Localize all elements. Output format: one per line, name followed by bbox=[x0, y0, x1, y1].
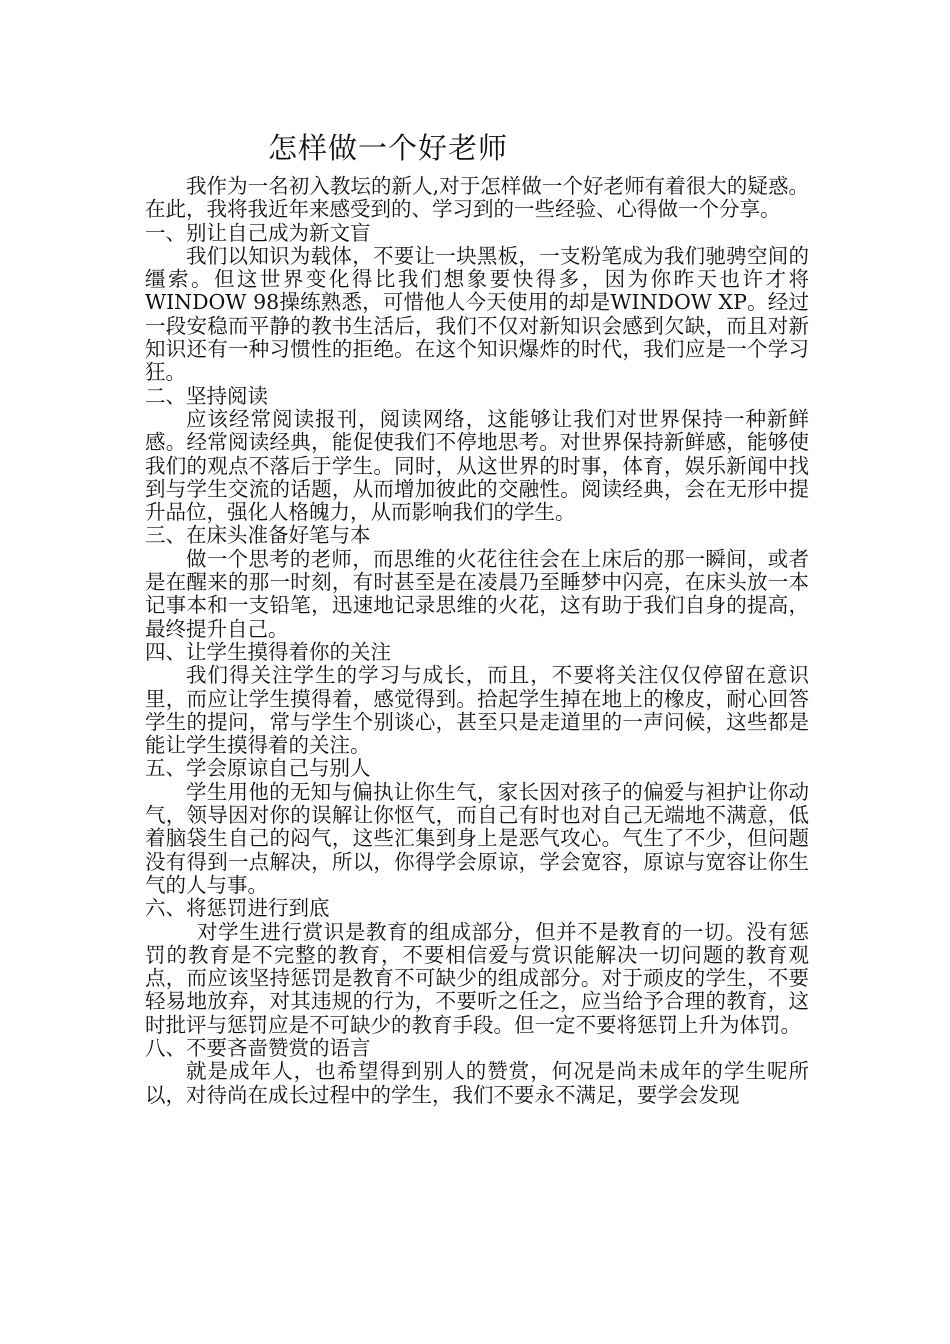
section-heading-1: 一、别让自己成为新文盲 bbox=[145, 220, 371, 245]
section-paragraph-6: 对学生进行赏识是教育的组成部分，但并不是教育的一切。没有惩罚的教育是不完整的教育，不要相信爱与赏识能解决一切问题的教育观点，而应该坚持惩罚是教育不可缺少的组成部分。对于顽皮的学生，不要轻易地放弃，对其违规的行为，不要听之任之，应当给予合理的教育，这时批评与惩罚应是不可缺少的教育手段。但一定不要将惩罚上升为体罚。 bbox=[145, 919, 809, 1037]
section-heading-2: 二、坚持阅读 bbox=[145, 383, 268, 408]
section-heading-3: 三、在床头准备好笔与本 bbox=[145, 523, 371, 548]
section-paragraph-1: 我们以知识为载体，不要让一块黑板，一支粉笔成为我们驰骋空间的缰索。但这世界变化得比我们想象要快得多，因为你昨天也许才将WINDOW 98操练熟悉，可惜他人今天使用的却是WINDOW XP。经过一段安稳而平静的教书生活后，我们不仅对新知识会感到欠缺，而且对新知识还有一种习惯性的拒绝。在这个知识爆炸的时代，我们应是一个学习狂。 bbox=[145, 243, 809, 385]
section-heading-8: 八、不要吝啬赞赏的语言 bbox=[145, 1035, 371, 1060]
section-heading-4: 四、让学生摸得着你的关注 bbox=[145, 639, 391, 664]
section-paragraph-3: 做一个思考的老师，而思维的火花往往会在上床后的那一瞬间，或者是在醒来的那一时刻，有时甚至是在凌晨乃至睡梦中闪亮，在床头放一本记事本和一支铅笔，迅速地记录思维的火花，这有助于我们自身的提高，最终提升自己。 bbox=[145, 546, 809, 641]
document-body bbox=[145, 175, 809, 1107]
section-paragraph-4: 我们得关注学生的学习与成长，而且，不要将关注仅仅停留在意识里，而应让学生摸得着，感觉得到。拾起学生掉在地上的橡皮，耐心回答学生的提问，常与学生个别谈心，甚至只是走道里的一声问候，这些都是能让学生摸得着的关注。 bbox=[145, 663, 809, 758]
section-heading-5: 五、学会原谅自己与别人 bbox=[145, 756, 371, 781]
document-title: 怎样做一个好老师 bbox=[268, 131, 509, 165]
section-paragraph-5: 学生用他的无知与偏执让你生气，家长因对孩子的偏爱与袒护让你动气，领导因对你的误解让你怄气，而自己有时也对自己无端地不满意，低着脑袋生自己的闷气，这些汇集到身上是恶气攻心。气生了不少，但问题没有得到一点解决，所以，你得学会原谅，学会宽容，原谅与宽容让你生气的人与事。 bbox=[145, 779, 809, 897]
section-heading-6: 六、将惩罚进行到底 bbox=[145, 896, 330, 921]
intro-paragraph: 我作为一名初入教坛的新人,对于怎样做一个好老师有着很大的疑惑。在此，我将我近年来感受到的、学习到的一些经验、心得做一个分享。 bbox=[145, 174, 809, 222]
section-paragraph-8: 就是成年人，也希望得到别人的赞赏，何况是尚未成年的学生呢所以，对待尚在成长过程中的学生，我们不要永不满足，要学会发现 bbox=[145, 1059, 809, 1107]
section-paragraph-2: 应该经常阅读报刊，阅读网络，这能够让我们对世界保持一种新鲜感。经常阅读经典，能促使我们不停地思考。对世界保持新鲜感，能够使我们的观点不落后于学生。同时，从这世界的时事，体育，娱乐新闻中找到与学生交流的话题，从而增加彼此的交融性。阅读经典，会在无形中提升品位，强化人格魄力，从而影响我们的学生。 bbox=[145, 406, 809, 525]
